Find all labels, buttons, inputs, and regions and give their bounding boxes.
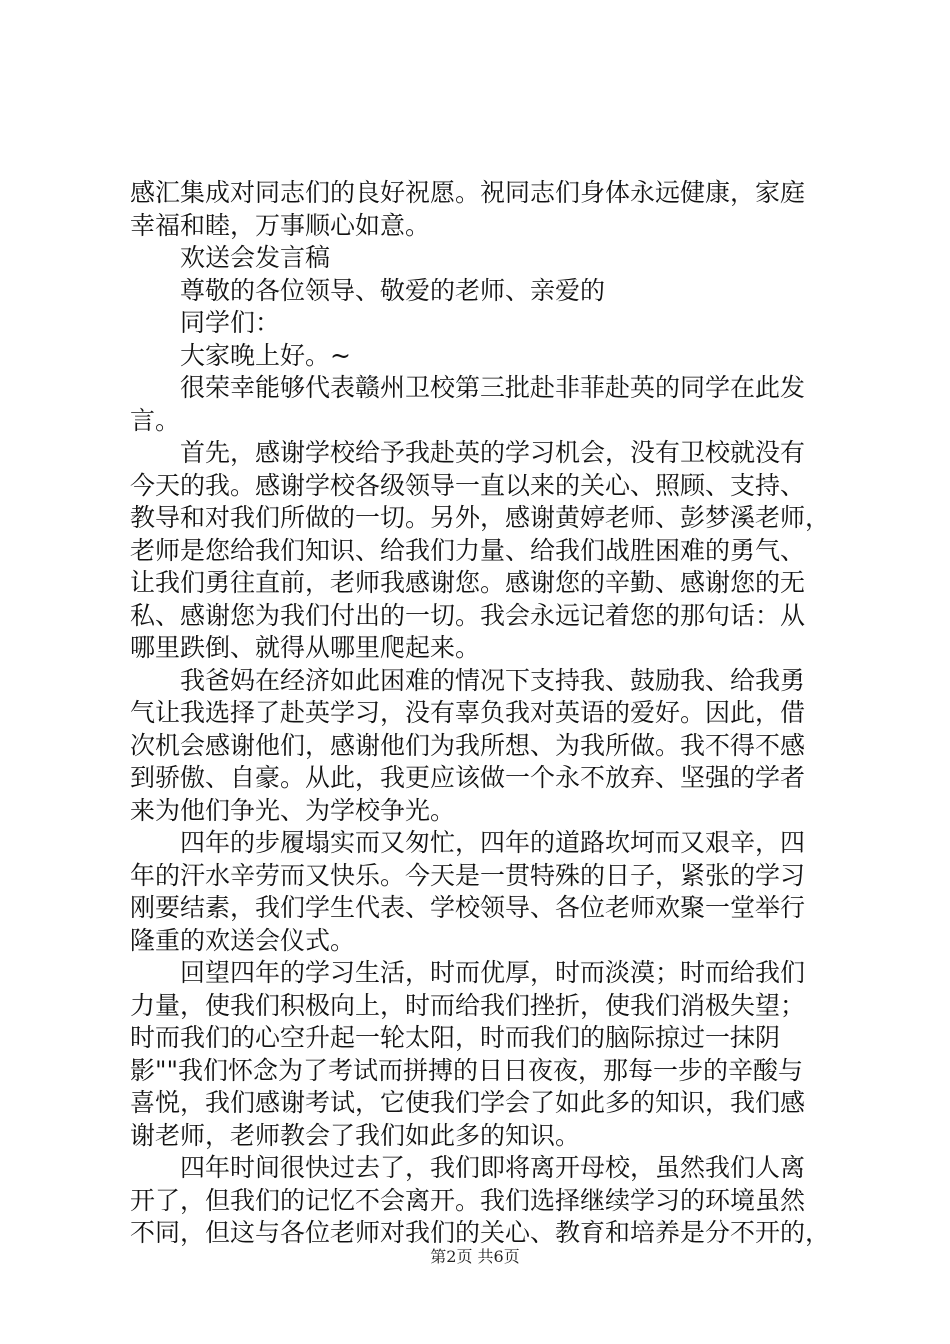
paragraph-start: 很荣幸能够代表赣州卫校第三批赴非菲赴英的同学在此发 bbox=[180, 373, 806, 402]
text-line: 年的汗水辛劳而又快乐。今天是一贯特殊的日子，紧张的学习 bbox=[130, 860, 806, 890]
text-line: 刚要结素，我们学生代表、学校领导、各位老师欢聚一堂举行 bbox=[130, 893, 806, 922]
text-line: 时而我们的心空升起一轮太阳，时而我们的脑际掠过一抹阴 bbox=[130, 1023, 781, 1052]
text-line: 影""我们怀念为了考试而拼搏的日日夜夜，那每一步的辛酸与 bbox=[130, 1055, 804, 1085]
text-line: 哪里跌倒、就得从哪里爬起来。 bbox=[130, 633, 481, 662]
text-line: 来为他们争光、为学校争光。 bbox=[130, 795, 456, 825]
text-line: 气让我选择了赴英学习，没有辜负我对英语的爱好。因此，借 bbox=[130, 698, 806, 727]
text-line: 感汇集成对同志们的良好祝愿。祝同志们身体永远健康，家庭 bbox=[130, 178, 806, 207]
greeting: 大家晚上好。~ bbox=[180, 340, 351, 370]
paragraph-start: 回望四年的学习生活，时而优厚，时而淡漠；时而给我们 bbox=[180, 958, 806, 987]
body-text bbox=[130, 177, 830, 1250]
paragraph-start: 我爸妈在经济如此困难的情况下支持我、鼓励我、给我勇 bbox=[180, 665, 806, 695]
paragraph-start: 四年的步履塌实而又匆忙，四年的道路坎坷而又艰辛，四 bbox=[180, 828, 806, 857]
text-line: 谢老师，老师教会了我们如此多的知识。 bbox=[130, 1120, 581, 1150]
text-line: 幸福和睦，万事顺心如意。 bbox=[130, 210, 431, 240]
text-line: 让我们勇往直前，老师我感谢您。感谢您的辛勤、感谢您的无 bbox=[130, 568, 806, 597]
text-line: 今天的我。感谢学校各级领导一直以来的关心、照顾、支持、 bbox=[130, 470, 806, 500]
paragraph-start: 首先，感谢学校给予我赴英的学习机会，没有卫校就没有 bbox=[180, 438, 806, 467]
text-line: 言。 bbox=[130, 405, 181, 435]
text-line: 次机会感谢他们，感谢他们为我所想、为我所做。我不得不感 bbox=[130, 730, 806, 760]
text-line: 开了，但我们的记忆不会离开。我们选择继续学习的环境虽然 bbox=[130, 1185, 806, 1215]
text-line: 隆重的欢送会仪式。 bbox=[130, 925, 356, 955]
text-line: 力量，使我们积极向上，时而给我们挫折，使我们消极失望； bbox=[130, 990, 806, 1020]
text-line: 私、感谢您为我们付出的一切。我会永远记着您的那句话：从 bbox=[130, 600, 806, 630]
salutation: 同学们： bbox=[180, 308, 281, 337]
text-line: 老师是您给我们知识、给我们力量、给我们战胜困难的勇气、 bbox=[130, 535, 806, 565]
text-line: 到骄傲、自豪。从此，我更应该做一个永不放弃、坚强的学者 bbox=[130, 763, 806, 792]
paragraph-start: 四年时间很快过去了，我们即将离开母校，虽然我们人离 bbox=[180, 1153, 806, 1182]
text-line: 喜悦，我们感谢考试，它使我们学会了如此多的知识，我们感 bbox=[130, 1088, 806, 1117]
page-footer: 第2页 共6页 bbox=[430, 1247, 520, 1266]
text-line: 不同，但这与各位老师对我们的关心、教育和培养是分不开的， bbox=[130, 1218, 831, 1247]
heading-speech-title: 欢送会发言稿 bbox=[180, 243, 331, 272]
salutation: 尊敬的各位领导、敬爱的老师、亲爱的 bbox=[180, 275, 606, 305]
text-line: 教导和对我们所做的一切。另外，感谢黄婷老师、彭梦溪老师， bbox=[130, 503, 831, 532]
